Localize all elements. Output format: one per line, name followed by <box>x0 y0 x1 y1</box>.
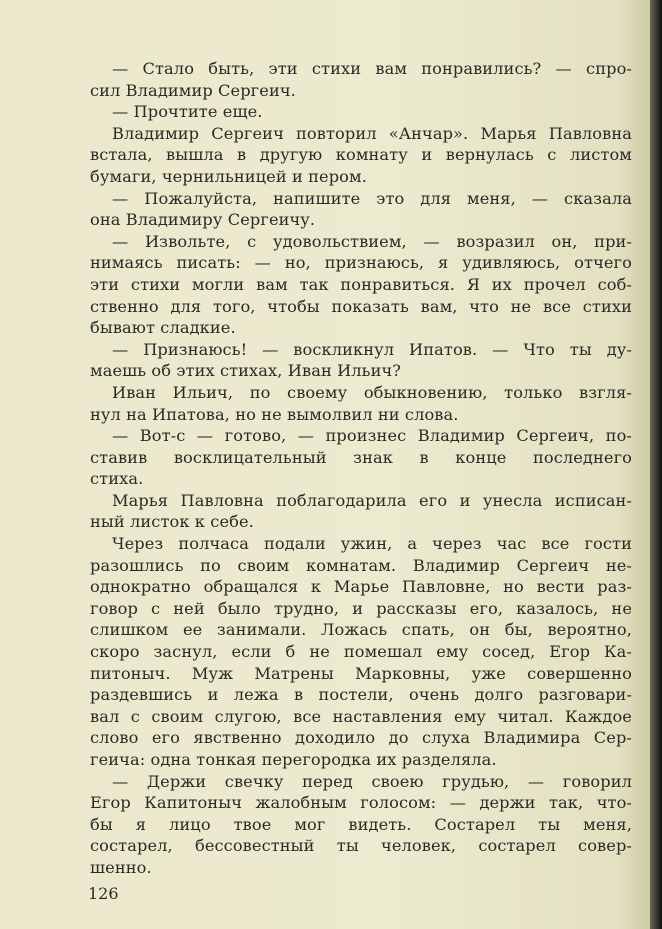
text-line: скоро заснул, если б не помешал ему сосед, Егор Ка- <box>90 642 632 662</box>
text-line: Егор Капитоныч жалобным голосом: — держи так, что- <box>90 793 632 813</box>
text-line: бы я лицо твое мог видеть. Состарел ты меня, <box>90 814 632 834</box>
text-line: — Признаюсь! — воскликнул Ипатов. — Что ты ду- <box>112 339 632 359</box>
text-line: геича: одна тонкая перегородка их разделяла. <box>90 750 497 769</box>
text-line: Владимир Сергеич повторил «Анчар». Марья Павловна <box>112 123 632 143</box>
text-line: говор с ней было трудно, и рассказы его, казалось, не <box>90 598 632 618</box>
text-line: она Владимиру Сергеичу. <box>90 210 316 230</box>
text-line: вал с своим слугою, все наставления ему читал. Каждое <box>90 706 632 726</box>
page-number: 126 <box>88 884 119 903</box>
text-line: — Прочтите еще. <box>112 102 263 122</box>
text-line: — Пожалуйста, напишите это для меня, — сказала <box>112 188 632 208</box>
text-line: питоныч. Муж Матрены Марковны, уже совершенно <box>90 663 632 683</box>
text-line: сил Владимир Сергеич. <box>90 80 296 100</box>
page-edge-shadow <box>650 0 662 929</box>
text-line: ственно для того, чтобы показать вам, что не все стихи <box>90 296 632 316</box>
text-line: нул на Ипатова, но не вымолвил ни слова. <box>90 404 459 424</box>
text-line: бумаги, чернильницей и пером. <box>90 166 367 186</box>
text-line: нимаясь писать: — но, признаюсь, я удивляюсь, отчего <box>90 253 632 273</box>
text-line: состарел, бессовестный ты человек, состарел совер- <box>90 836 632 856</box>
text-line: стиха. <box>90 469 144 489</box>
text-line: слово его явственно доходило до слуха Владимира Сер- <box>90 728 632 748</box>
text-line: Марья Павловна поблагодарила его и унесла исписан- <box>112 490 632 510</box>
text-line: слишком ее занимали. Ложась спать, он бы, вероятно, <box>90 620 632 640</box>
text-line: — Вот-с — готово, — произнес Владимир Сергеич, по- <box>112 426 632 446</box>
text-line: шенно. <box>90 857 152 877</box>
text-line: маешь об этих стихах, Иван Ильич? <box>90 361 402 381</box>
page-body-text <box>90 58 632 879</box>
text-line: — Извольте, с удовольствием, — возразил он, при- <box>112 231 632 251</box>
text-line: однократно обращался к Марье Павловне, но вести раз- <box>90 577 632 597</box>
text-line: встала, вышла в другую комнату и вернулась с листом <box>90 145 632 165</box>
text-line: ставив восклицательный знак в конце последнего <box>90 447 632 467</box>
text-line: разошлись по своим комнатам. Владимир Сергеич не- <box>90 555 632 575</box>
text-line: — Стало быть, эти стихи вам понравились? — спро- <box>112 59 632 78</box>
text-line: — Держи свечку перед своею грудью, — говорил <box>112 771 632 791</box>
text-line: Иван Ильич, по своему обыкновению, только взгля- <box>112 382 632 402</box>
text-line: эти стихи могли вам так понравиться. Я их прочел соб- <box>90 274 632 294</box>
text-line: ный листок к себе. <box>90 512 254 532</box>
text-line: бывают сладкие. <box>90 318 236 338</box>
text-line: Через полчаса подали ужин, а через час все гости <box>112 534 632 554</box>
text-line: раздевшись и лежа в постели, очень долго разговари- <box>90 685 632 705</box>
